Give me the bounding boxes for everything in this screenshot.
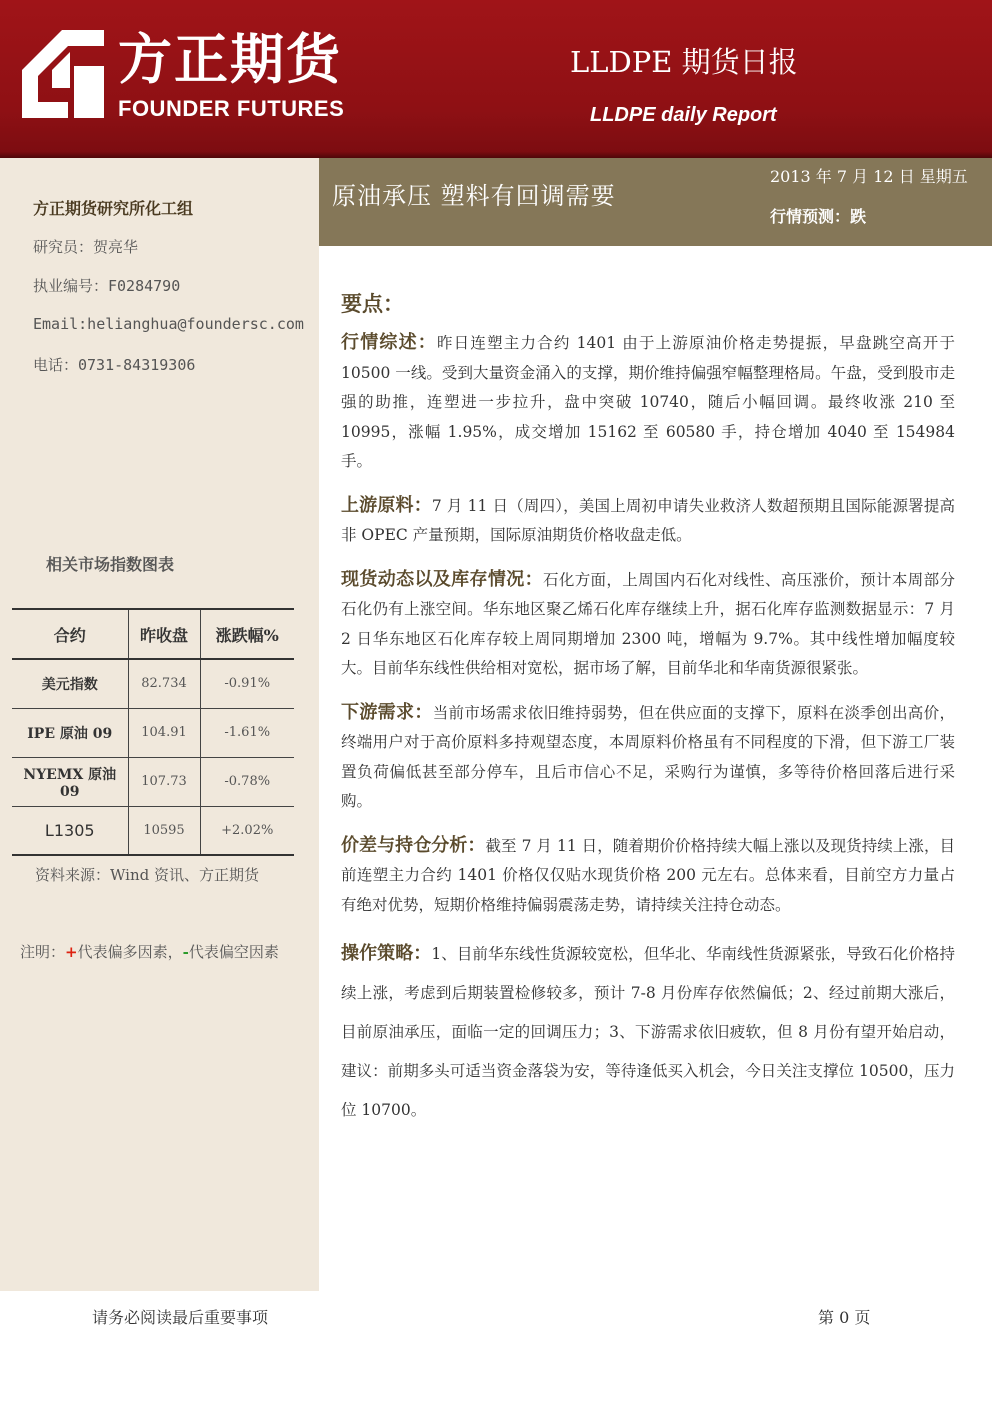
table-row <box>12 757 294 806</box>
section-label: 行情综述： <box>341 332 437 353</box>
data-source: 资料来源：Wind 资讯、方正期货 <box>35 866 259 884</box>
section-spread-position <box>341 831 955 921</box>
header-change: 涨跌幅% <box>200 609 294 659</box>
logo-chinese-name: 方正期货 <box>118 28 342 91</box>
researcher-name: 研究员：贺亮华 <box>33 238 139 256</box>
license-number: 执业编号：F0284790 <box>33 277 181 295</box>
table-row <box>12 659 294 708</box>
plus-sign: + <box>65 943 78 961</box>
report-header <box>0 0 992 158</box>
section-label: 现货动态以及库存情况： <box>341 568 543 590</box>
change-pct: -1.61% <box>200 708 294 757</box>
contract-name: NYEMX 原油 09 <box>12 757 128 806</box>
prev-close: 104.91 <box>128 708 200 757</box>
section-market-review <box>341 328 955 477</box>
note-end: 代表偏空因素 <box>188 943 279 961</box>
section-label: 操作策略： <box>341 943 432 964</box>
research-department: 方正期货研究所化工组 <box>33 199 194 218</box>
section-spot-inventory <box>341 565 955 684</box>
table-row <box>12 806 294 855</box>
contract-name: 美元指数 <box>12 659 128 708</box>
section-text: 当前市场需求依旧维持弱势，但在供应面的支撑下，原料在淡季创出高价，终端用户对于高价原料多持观望态度，本周原料价格虽有不同程度的下滑，但下游工厂装置负荷偏低甚至部分停车，且后市信心不足，采购行为谨慎，多等待价格回落后进行采购。 <box>341 703 955 810</box>
section-text: 截至 7 月 11 日，随着期价价格持续大幅上涨以及现货持续上涨，目前连塑主力合约 1401 价格仅仅贴水现货价格 200 元左右。总体来看，目前空方力量占有绝对优势，短期价格维持偏弱震荡走势，请持续关注持仓动态。 <box>341 836 956 914</box>
section-upstream <box>341 491 955 551</box>
section-text: 昨日连塑主力合约 1401 由于上游原油价格走势提振，早盘跳空高开于 10500 一线。受到大量资金涌入的支撑，期价维持偏强窄幅整理格局。午盘，受到股市走强的助推，连塑进一步拉升，盘中突破 10740，随后小幅回调。最终收涨 210 至 10995，涨幅 1.95%，成交增加 15162 至 60580 手，持仓增加 4040 至 154984 手。 <box>341 334 955 470</box>
report-headline: 原油承压 塑料有回调需要 <box>332 182 616 210</box>
header-contract: 合约 <box>12 609 128 659</box>
report-title: LLDPE 期货日报 <box>570 45 798 79</box>
report-subtitle: LLDPE daily Report <box>590 104 777 126</box>
table-header-row <box>12 609 294 659</box>
phone-number: 电话：0731-84319306 <box>33 356 196 374</box>
key-points-heading: 要点： <box>341 291 404 316</box>
prev-close: 10595 <box>128 806 200 855</box>
section-text: 1、目前华东线性货源较宽松，但华北、华南线性货源紧张，导致石化价格持续上涨，考虑到后期装置检修较多，预计 7-8 月份库存依然偏低；2、经过前期大涨后，目前原油承压，面临一定的回调压力；3、下游需求依旧疲软，但 8 月份有望开始启动，建议：前期多头可适当资金落袋为安，等待逢低买入机会，今日关注支撑位 10500，压力位 10700。 <box>341 945 956 1119</box>
change-pct: +2.02% <box>200 806 294 855</box>
market-forecast: 行情预测：跌 <box>770 207 867 226</box>
market-index-table <box>12 608 294 856</box>
section-text: 7 月 11 日（周四），美国上周初申请失业救济人数超预期且国际能源署提高非 OPEC 产量预期，国际原油期货价格收盘走低。 <box>341 496 955 544</box>
founder-logo-icon <box>22 30 104 118</box>
contract-name: IPE 原油 09 <box>12 708 128 757</box>
footer-disclaimer: 请务必阅读最后重要事项 <box>92 1308 269 1327</box>
legend-note <box>20 941 279 962</box>
section-strategy <box>341 934 955 1130</box>
note-prefix: 注明： <box>20 943 66 961</box>
note-mid: 代表偏多因素， <box>77 943 183 961</box>
prev-close: 107.73 <box>128 757 200 806</box>
section-label: 上游原料： <box>341 494 432 516</box>
prev-close: 82.734 <box>128 659 200 708</box>
page-number: 第 0 页 <box>818 1308 871 1327</box>
table-row <box>12 708 294 757</box>
change-pct: -0.78% <box>200 757 294 806</box>
main-content <box>341 288 955 1144</box>
section-downstream <box>341 698 955 817</box>
report-date: 2013 年 7 月 12 日 星期五 <box>770 167 968 186</box>
contract-name: L1305 <box>12 806 128 855</box>
section-text: 石化方面，上周国内石化对线性、高压涨价，预计本周部分石化仍有上涨空间。华东地区聚乙烯石化库存继续上升，据石化库存监测数据显示：7 月 2 日华东地区石化库存较上周同期增加 2300 吨，增幅为 9.7%。其中线性增加幅度较大。目前华东线性供给相对宽松，据市场了解，目前华北和华南货源很紧张。 <box>341 570 955 677</box>
section-label: 下游需求： <box>341 701 433 723</box>
change-pct: -0.91% <box>200 659 294 708</box>
market-table-title: 相关市场指数图表 <box>46 555 175 574</box>
title-band <box>319 158 992 246</box>
section-label: 价差与持仓分析： <box>341 834 486 856</box>
minus-sign: - <box>182 943 189 961</box>
logo-english-name: FOUNDER FUTURES <box>118 96 345 121</box>
header-prev-close: 昨收盘 <box>128 609 200 659</box>
email-address[interactable]: Email:helianghua@foundersc.com <box>33 315 304 333</box>
